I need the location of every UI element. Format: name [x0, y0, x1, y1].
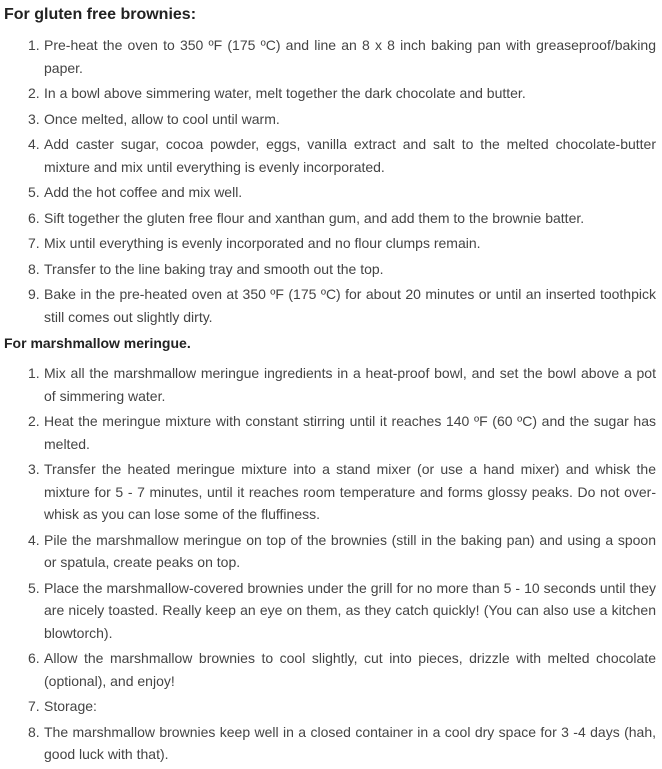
list-item: [0, 721, 662, 766]
step-text: The marshmallow brownies keep well in a closed container in a cool dry space for 3 -4 days (hah, good luck with that).: [44, 723, 656, 762]
step-text: Add caster sugar, cocoa powder, eggs, vanilla extract and salt to the melted chocolate-butter mixture and mix until everything is evenly incorporated.: [44, 136, 656, 175]
list-item: [0, 410, 662, 455]
list-item: [0, 529, 662, 574]
list-item: [0, 577, 662, 645]
step-number: 4.: [28, 531, 40, 548]
list-item: [0, 181, 662, 204]
list-item: [0, 458, 662, 526]
list-item: [0, 283, 662, 328]
list-item: [0, 362, 662, 407]
marshmallow-meringue-heading: For marshmallow meringue.: [4, 335, 191, 351]
step-text: Once melted, allow to cool until warm.: [44, 110, 280, 127]
step-number: 1.: [28, 37, 40, 53]
list-item: [0, 133, 662, 178]
step-number: 2.: [28, 413, 40, 429]
list-item: [0, 232, 662, 255]
step-number: 5.: [28, 579, 40, 596]
step-text: Place the marshmallow-covered brownies under the grill for no more than 5 - 10 seconds until they are nicely toasted. Really keep an eye on them, as they catch quickly! (You can also use a kitchen blowtorch).: [44, 579, 656, 641]
list-item: [0, 108, 662, 131]
step-number: 8.: [28, 260, 40, 277]
step-number: 9.: [28, 286, 40, 302]
step-text: Pre-heat the oven to 350 ºF (175 ºC) and line an 8 x 8 inch baking pan with greaseproof/baking paper.: [44, 37, 656, 76]
list-item: [0, 258, 662, 281]
step-number: 1.: [28, 365, 40, 381]
step-text: Sift together the gluten free flour and xanthan gum, and add them to the brownie batter.: [44, 209, 585, 226]
step-text: Add the hot coffee and mix well.: [44, 184, 243, 200]
step-number: 2.: [28, 85, 40, 101]
list-item: [0, 695, 662, 718]
step-number: 3.: [28, 110, 40, 127]
step-number: 5.: [28, 184, 40, 200]
marshmallow-meringue-steps: [0, 362, 662, 769]
step-number: 8.: [28, 723, 40, 740]
step-number: 7.: [28, 235, 40, 251]
step-number: 7.: [28, 698, 40, 714]
step-text: Heat the meringue mixture with constant stirring until it reaches 140 ºF (60 ºC) and the sugar has melted.: [44, 413, 656, 452]
step-text: Storage:: [44, 698, 97, 714]
step-text: Allow the marshmallow brownies to cool slightly, cut into pieces, drizzle with melted chocolate (optional), and enjoy!: [44, 650, 656, 689]
step-text: Mix all the marshmallow meringue ingredients in a heat-proof bowl, and set the bowl above a pot of simmering water.: [44, 365, 656, 404]
step-number: 6.: [28, 209, 40, 226]
step-text: In a bowl above simmering water, melt together the dark chocolate and butter.: [44, 85, 526, 101]
step-text: Transfer to the line baking tray and smooth out the top.: [44, 260, 384, 277]
step-number: 4.: [28, 136, 40, 152]
step-number: 6.: [28, 650, 40, 666]
gluten-free-brownies-steps: [0, 34, 662, 331]
list-item: [0, 207, 662, 230]
step-text: Bake in the pre-heated oven at 350 ºF (175 ºC) for about 20 minutes or until an inserted toothpick still comes out slightly dirty.: [44, 286, 656, 325]
step-text: Transfer the heated meringue mixture into a stand mixer (or use a hand mixer) and whisk the mixture for 5 - 7 minutes, until it reaches room temperature and forms glossy peaks. Do not over-whisk as you can lose some of the fluffiness.: [44, 461, 656, 522]
step-number: 3.: [28, 461, 40, 477]
list-item: [0, 647, 662, 692]
gluten-free-brownies-heading: For gluten free brownies:: [4, 6, 197, 23]
list-item: [0, 82, 662, 105]
step-text: Mix until everything is evenly incorporated and no flour clumps remain.: [44, 235, 481, 251]
step-text: Pile the marshmallow meringue on top of the brownies (still in the baking pan) and using a spoon or spatula, create peaks on top.: [44, 531, 656, 570]
list-item: [0, 34, 662, 79]
